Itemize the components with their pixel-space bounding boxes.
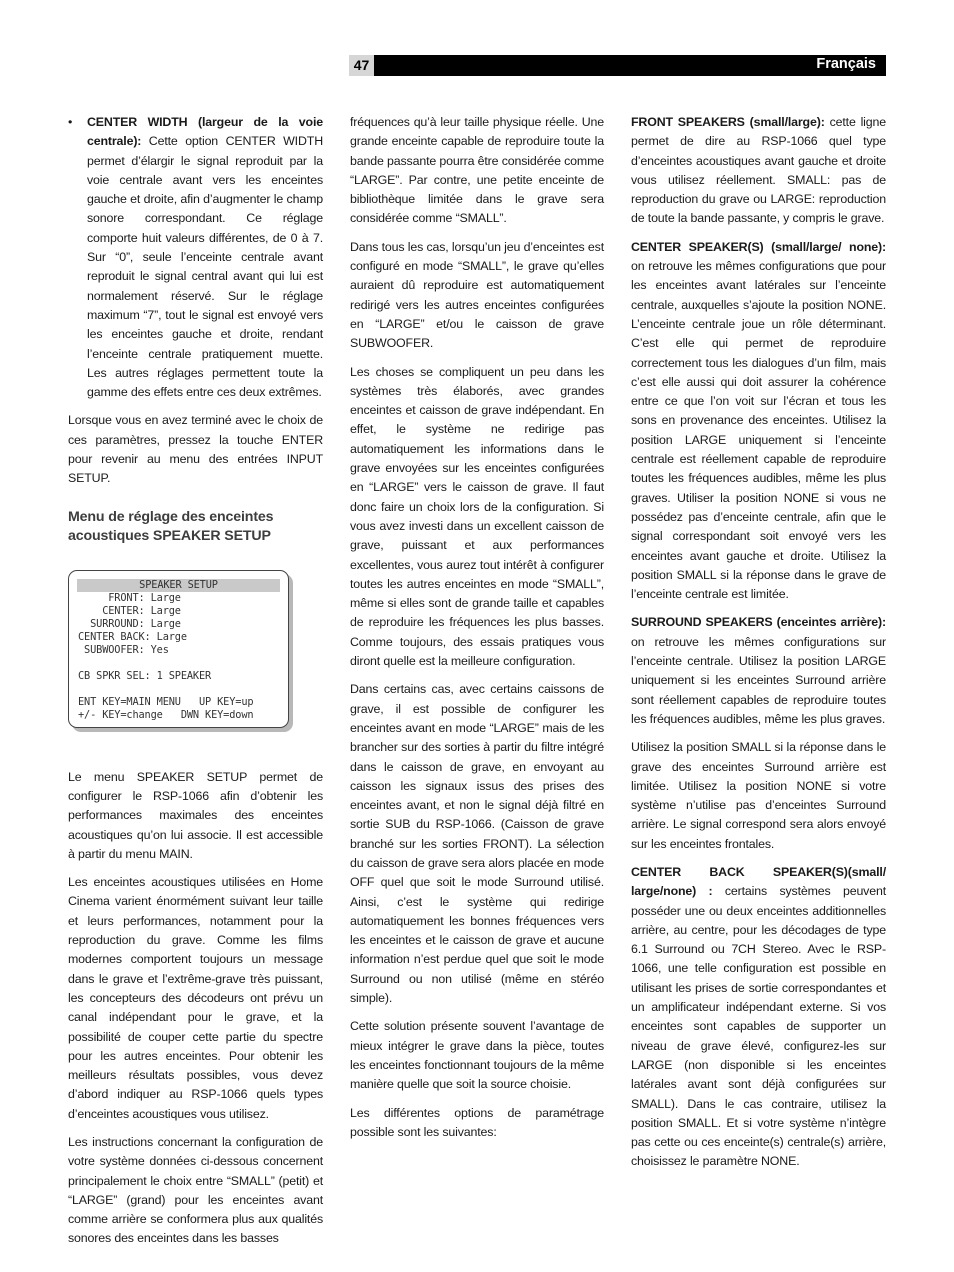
surround-speakers-text: on retrouve les mêmes configurations sur l’enceinte centrale. Utilisez la position LARGE uniquement si les enceintes Surround arrière sont réellement capables de reproduire toutes les fréquences audibles, même les plus graves. bbox=[631, 634, 886, 726]
center-speakers-item bbox=[631, 238, 886, 605]
bullet-text: Cette option CENTER WIDTH permet d’élargir le signal reproduit par la voie centrale avant vers les enceintes gauche et droite, afin d’augmenter le champ sonore correspondant. Ce réglage comporte huit valeurs différentes, de 0 à 7. Sur “0”, seule l’enceinte centrale avant reproduit le signal central avant qui lui est normalement réservé. Sur le réglage maximum “7”, tout le signal est envoyé vers les enceintes gauche et droite, rendant l’enceinte centrale pratiquement muette. Les autres réglages permettent toute la gamme des effets entre ces deux extrêmes. bbox=[87, 134, 323, 400]
paragraph-speakers: Les enceintes acoustiques utilisées en Home Cinema varient énormément suivant leur taille et leurs performances, notamment pour la reproduction du grave. Comme les films modernes comportent toujours un message dans le grave et l’extrême-grave très puissant, les concepteurs des décodeurs ont prévu un canal indépendant pour le grave, et la possibilité de couper cette partie du spectre pour les autres enceintes. Pour obtenir les meilleurs résultats possibles, vous devez d’abord indiquer au RSP-1066 quels types d’enceintes acoustiques vous utilisez. bbox=[68, 875, 323, 1121]
center-back-text: certains systèmes peuvent posséder une ou deux enceintes additionnelles arrière, au centre, pour les décodages de type 6.1 Surround ou 7CH Stereo. Avec le RSP-1066, une telle configuration est possible en utilisant les prises de sortie correspondantes et un amplificateur indépendant externe. Si vos enceintes sont capables de supporter un niveau de grave élevé, configurez-les sur LARGE (non disponible si les enceintes latérales avant sont déjà configurées sur SMALL). Dans le cas contraire, utilisez la position SMALL. Et si votre système n’intègre pas cette ou ces enceinte(s) centrale(s) arrière, choisissez le paramètre NONE. bbox=[631, 884, 887, 1169]
screen-line-front: FRONT: Large bbox=[78, 591, 181, 604]
paragraph-subwoofer-filter: Dans certains cas, avec certains caissons de grave, il est possible de configurer les enceintes avant en mode “LARGE” mais de les brancher sur des sorties à partir du filtre intégré dans le caisson de grave, en envoyant au caisson les signaux issus des prises des enceintes avant, et non le signal déjà filtré en sortie SUB du RSP-1066. (Caisson de grave branché sur les sorties FRONT). La sélection du caisson de grave sera alors placée en mode OFF quel que soit le mode Surround utilisé. Ainsi, c’est le système qui redirige automatiquement les bonnes fréquences vers les enceintes et le caisson de grave et aucune information n’est perdue quel que soit le mode Surround ou non utilisé (même en stéréo simple). bbox=[350, 682, 604, 1006]
front-speakers-term: FRONT SPEAKERS (small/large): bbox=[631, 115, 825, 129]
paragraph-small-surround: Utilisez la position SMALL si la réponse dans le grave des enceintes Surround arrière est limitée. Utilisez la position NONE si votre système n’utilise pas d’enceintes Surround arrière. Le signal correspond sera alors envoyé sur les enceintes frontales. bbox=[631, 740, 886, 851]
page-number: 47 bbox=[349, 55, 374, 76]
center-back-term: CENTER BACK SPEAKER(S)(small/ large/none) : bbox=[631, 864, 886, 899]
header-bar bbox=[349, 55, 886, 76]
paragraph-complex-systems: Les choses se compliquent un peu dans les systèmes très élaborés, avec grandes enceintes et caisson de grave indépendant. En effet, le système ne redirige pas automatiquement les informations dans le grave envoyées sur les enceintes configurées en “LARGE” vers le caisson de grave. Il faut donc faire un choix lors de la configuration. Si vous avez investi dans un excellent caisson de grave, puissant et aux performances excellentes, vous aurez tout intérêt à configurer toutes les autres enceintes en mode “SMALL”, même si elles sont de grande taille et capables de reproduire les fréquences les plus basses. Comme toujours, des essais pratiques vous diront quelle est la meilleure configuration. bbox=[350, 364, 604, 669]
screen-line-cb-sel: CB SPKR SEL: 1 SPEAKER bbox=[78, 669, 212, 682]
screen-blank-line bbox=[69, 657, 288, 670]
speaker-setup-screen bbox=[68, 570, 289, 728]
column-1 bbox=[68, 113, 323, 1258]
column-2 bbox=[350, 113, 604, 1151]
paragraph-small-mode: Dans tous les cas, lorsqu’un jeu d’enceintes est configuré en mode “SMALL”, le grave qu’elles auraient dû reproduire est automatiquement redirigé vers les autres enceintes configurées en “LARGE” et/ou le caisson de grave SUBWOOFER. bbox=[350, 239, 604, 351]
paragraph-menu-intro: Le menu SPEAKER SETUP permet de configurer le RSP-1066 afin d’obtenir les performances maximales des enceintes acoustiques qu’on lui associe. Il est accessible à partir du menu MAIN. bbox=[68, 769, 323, 861]
paragraph-advantage: Cette solution présente souvent l’avantage de mieux intégrer le grave dans la pièce, toutes les enceintes fonctionnant toujours de la même manière quelle que soit la source choisie. bbox=[350, 1019, 604, 1092]
screen-line-surround: SURROUND: Large bbox=[78, 617, 181, 630]
paragraph-frequencies: fréquences qu’à leur taille physique réelle. Une grande enceinte capable de reproduire toute la bande passante pourra être considérée comme “LARGE”. Par contre, une petite enceinte de bibliothèque limitée dans le grave sera considérée comme “SMALL”. bbox=[350, 115, 604, 226]
screen-title: SPEAKER SETUP bbox=[77, 579, 280, 592]
screen-line-keys-2: +/- KEY=change DWN KEY=down bbox=[78, 708, 254, 721]
section-heading: Menu de réglage des enceintes acoustiques SPEAKER SETUP bbox=[68, 508, 274, 544]
screen-blank-line bbox=[69, 683, 288, 696]
screen-line-subwoofer: SUBWOOFER: Yes bbox=[78, 643, 169, 656]
surround-speakers-item bbox=[631, 613, 886, 729]
center-back-speakers-item bbox=[631, 863, 886, 1172]
center-width-bullet bbox=[68, 113, 323, 402]
column-3 bbox=[631, 113, 886, 1181]
bullet-term: CENTER WIDTH (largeur de la voie centrale): bbox=[87, 115, 323, 149]
screen-line-center-back: CENTER BACK: Large bbox=[78, 630, 187, 643]
paragraph-instructions: Les instructions concernant la configuration de votre système données ci-dessous concernent principalement le choix entre “SMALL” (petit) et “LARGE” (grand) pour les enceintes avant comme arrière se conformera plus aux qualités sonores des enceintes dans les basses bbox=[68, 1134, 323, 1246]
paragraph-enter-return: Lorsque vous en avez terminé avec le choix de ces paramètres, pressez la touche ENTER pour revenir au menu des entrées INPUT SETUP. bbox=[68, 413, 323, 486]
surround-speakers-term: SURROUND SPEAKERS (enceintes arrière): bbox=[631, 615, 886, 630]
screen-figure bbox=[68, 570, 323, 733]
center-speakers-term: CENTER SPEAKER(S) (small/large/ none): bbox=[631, 239, 886, 254]
screen-line-keys-1: ENT KEY=MAIN MENU UP KEY=up bbox=[78, 695, 254, 708]
center-speakers-text: on retrouve les mêmes configurations que pour les enceintes avant latérales sur l’enceinte centrale, auxquelles s’ajoute la position NONE. L’enceinte centrale joue un rôle déterminant. C’est elle qui permet de reproduire correctement tous les dialogues d’un film, mais c’est elle aussi qui doit assurer la cohérence entre ce que l’on voit sur l’écran et tous les sons en provenance des enceintes. Utilisez la position LARGE uniquement si l’enceinte centrale est réellement capable de reproduire toutes les fréquences audibles, même les plus graves. Utiliser la position NONE si vous ne possédez pas d’enceinte centrale, afin que le signal correspondant soit envoyé vers les enceintes avant gauche et droite. Utilisez la position SMALL si la réponse dans le grave de l’enceinte centrale est limitée. bbox=[631, 259, 886, 602]
screen-line-center: CENTER: Large bbox=[78, 604, 181, 617]
language-label: Français bbox=[816, 56, 876, 72]
front-speakers-item bbox=[631, 113, 886, 229]
front-speakers-text: cette ligne permet de dire au RSP-1066 quel type d’enceintes acoustiques avant gauche et droite vous utilisez réellement. SMALL: pas de reproduction du grave ou LARGE: reproduction de toute la bande passante, y compris le grave. bbox=[631, 115, 886, 226]
paragraph-options: Les différentes options de paramétrage possible sont les suivantes: bbox=[350, 1105, 604, 1139]
bullet-marker: • bbox=[68, 115, 73, 129]
